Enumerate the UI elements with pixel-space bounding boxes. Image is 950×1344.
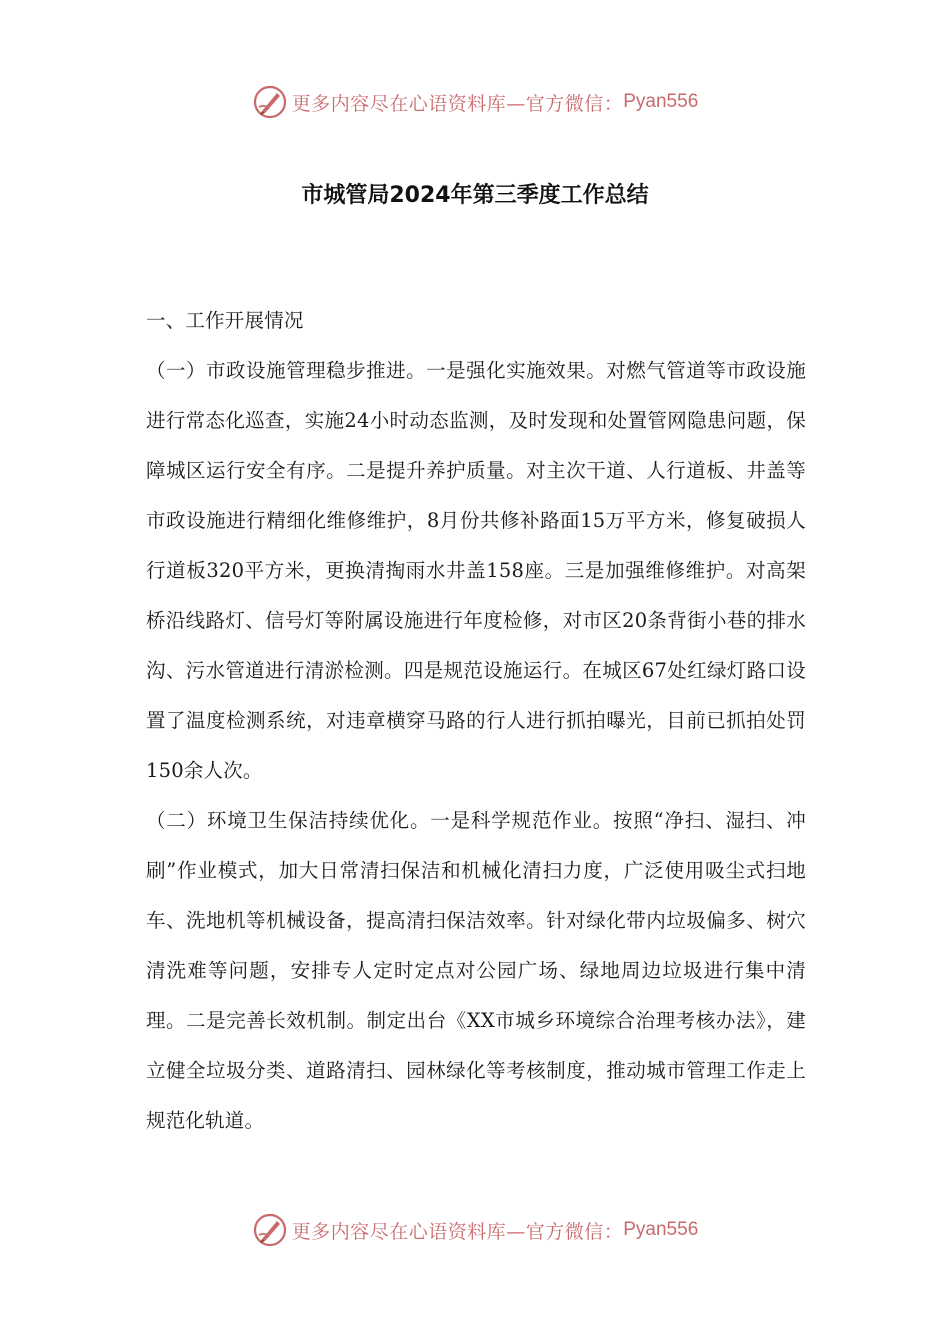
- pen-logo-icon: [252, 1212, 288, 1248]
- paragraph-environmental-sanitation: （二）环境卫生保洁持续优化。一是科学规范作业。按照“净扫、湿扫、冲刷”作业模式，加大日常清扫保洁和机械化清扫力度，广泛使用吸尘式扫地车、洗地机等机械设备，提高清扫保洁效率。针对绿化带内垃圾偏多、树穴清洗难等问题，安排专人定时定点对公园广场、绿地周边垃圾进行集中清理。二是完善长效机制。制定出台《XX市城乡环境综合治理考核办法》，建立健全垃圾分类、道路清扫、园林绿化等考核制度，推动城市管理工作走上规范化轨道。: [146, 809, 806, 1132]
- header-watermark: [0, 82, 950, 122]
- watermark-wechat-id: Pyan556: [623, 1219, 699, 1240]
- paragraph-municipal-facilities: （一）市政设施管理稳步推进。一是强化实施效果。对燃气管道等市政设施进行常态化巡查，实施24小时动态监测，及时发现和处置管网隐患问题，保障城区运行安全有序。二是提升养护质量。对主次干道、人行道板、井盖等市政设施进行精细化维修维护，8月份共修补路面15万平方米，修复破损人行道板320平方米，更换清掏雨水井盖158座。三是加强维修维护。对高架桥沿线路灯、信号灯等附属设施进行年度检修，对市区20条背街小巷的排水沟、污水管道进行清淤检测。四是规范设施运行。在城区67处红绿灯路口设置了温度检测系统，对违章横穿马路的行人进行抓拍曝光，目前已抓拍处罚150余人次。: [146, 359, 806, 782]
- document-body: [146, 296, 806, 1146]
- document-title: 市城管局2024年第三季度工作总结: [301, 183, 649, 208]
- footer-watermark: [0, 1210, 950, 1250]
- pen-logo-icon: [252, 84, 288, 120]
- watermark-wechat-id: Pyan556: [623, 91, 699, 112]
- watermark-text: 更多内容尽在心语资料库—官方微信：: [291, 1220, 624, 1243]
- watermark-text: 更多内容尽在心语资料库—官方微信：: [291, 92, 624, 115]
- section-heading: 一、工作开展情况: [146, 309, 304, 332]
